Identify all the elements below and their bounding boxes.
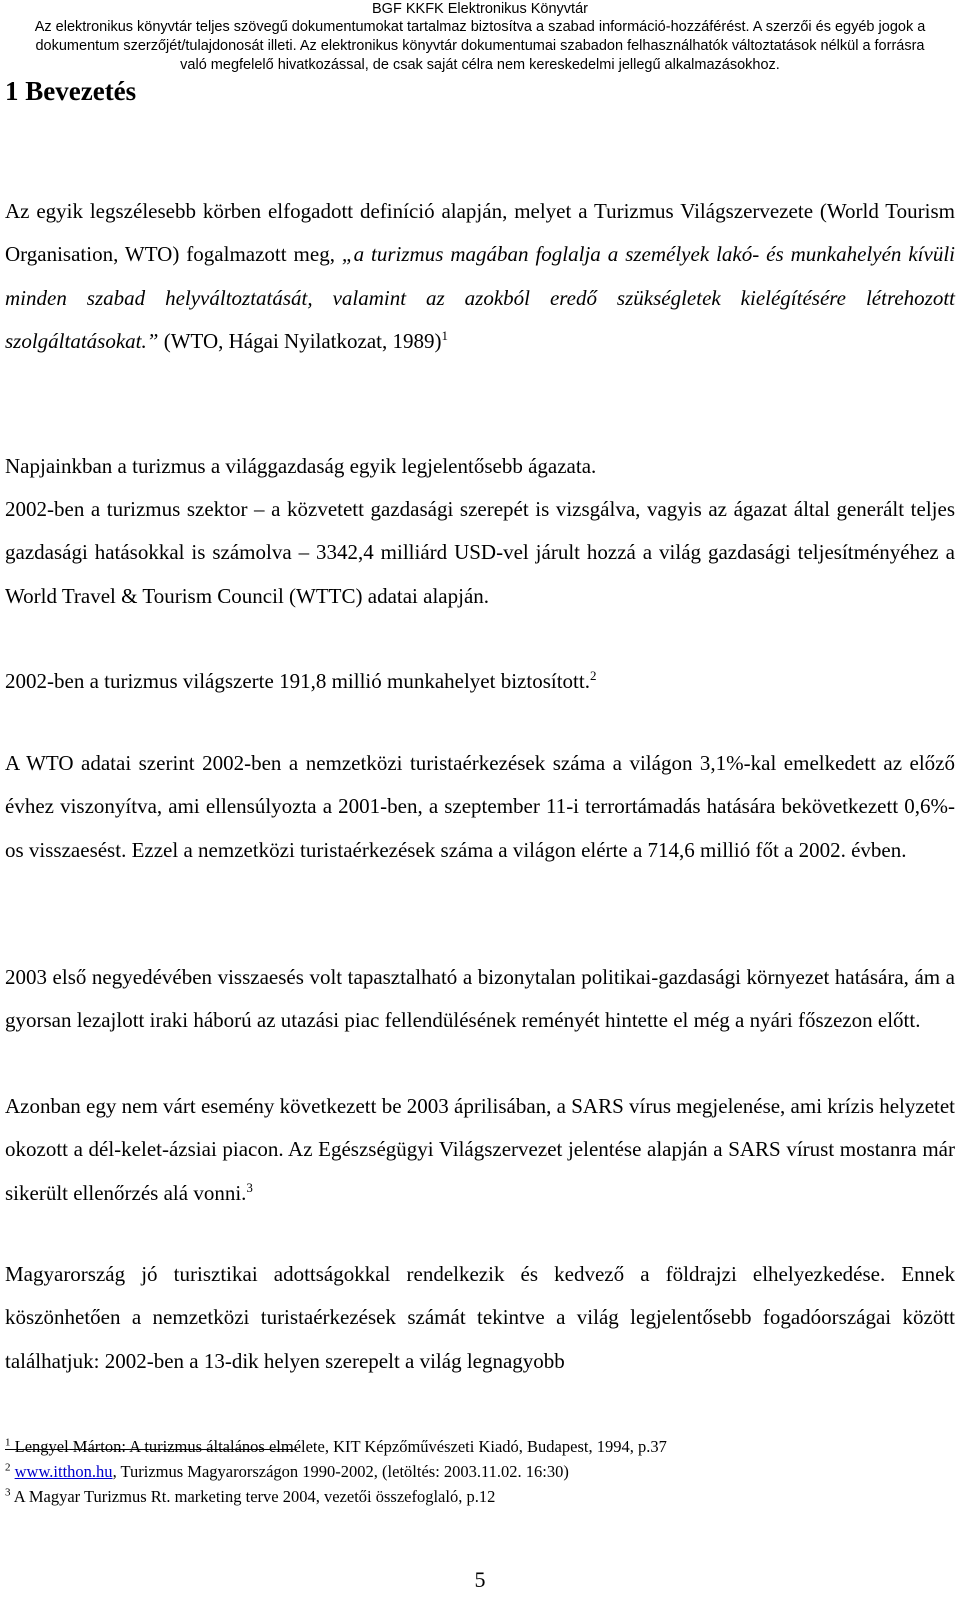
jobs-text: 2002-ben a turizmus világszerte 191,8 millió munkahelyet biztosított.	[5, 669, 590, 693]
library-notice-line-1: Az elektronikus könyvtár teljes szövegű dokumentumokat tartalmaz biztosítva a szabad információ-hozzáférést. A szerzői és egyéb jogok a	[34, 19, 926, 35]
page-number: 5	[474, 1567, 486, 1592]
paragraph-jobs	[5, 660, 955, 703]
library-notice-line-2: dokumentum szerzőjét/tulajdonosát illeti. Az elektronikus könyvtár dokumentumai szabadon felhasználhatók változtatások nélkül a forrásra	[35, 38, 925, 54]
paragraph-2003-q1: 2003 első negyedévében visszaesés volt tapasztalható a bizonytalan politikai-gazdasági környezet hatására, ám a gyorsan lezajlott iraki háború az utazási piac fellendülésének reményét hintette el még a nyári főszezon előtt.	[5, 965, 955, 1033]
paragraph-sector: Napjainkban a turizmus a világgazdaság egyik legjelentősebb ágazata.	[5, 454, 597, 478]
chapter-title: 1 Bevezetés	[5, 76, 137, 106]
paragraph-definition	[5, 190, 955, 363]
footnote-3-number: 3	[5, 1486, 11, 1499]
footnote-2	[5, 1462, 569, 1482]
paragraph-hungary: Magyarország jó turisztikai adottságokkal rendelkezik és kedvező a földrajzi elhelyezkedése. Ennek köszönhetően a nemzetközi turistaérkezések számát tekintve a világ legjelentősebb fogadóországai között találhatjuk: 2002-ben a 13-dik helyen szerepelt a világ legnagyobb	[5, 1262, 955, 1373]
footnote-1-number: 1	[5, 1436, 11, 1449]
definition-lead: Az egyik legszélesebb körben elfogadott definíció alapján, melyet a Turizmus Világszervezete (World Tourism Organisation, WTO) fogalmazott meg,	[5, 199, 955, 267]
footnote-3	[5, 1487, 495, 1507]
footnote-3-text: A Magyar Turizmus Rt. marketing terve 2004, vezetői összefoglaló, p.12	[10, 1487, 496, 1506]
paragraph-arrivals: A WTO adatai szerint 2002-ben a nemzetközi turistaérkezések száma a világon 3,1%-kal emelkedett az előző évhez viszonyítva, ami ellensúlyozta a 2001-ben, a szeptember 11-i terrortámadás hatására bekövetkezett 0,6%-os visszaesést. Ezzel a nemzetközi turistaérkezések száma a világon elérte a 714,6 millió főt a 2002. évben.	[5, 751, 955, 862]
footnote-ref-3[interactable]: 3	[246, 1179, 253, 1195]
definition-quote: „a turizmus magában foglalja a személyek lakó- és munkahelyén kívüli minden szabad helyváltoztatását, valamint az azokból eredő szükségletek kielégítésére létrehozott szolgáltatásokat.”	[5, 242, 956, 353]
definition-source: (WTO, Hágai Nyilatkozat, 1989)	[158, 328, 442, 353]
footnote-2-number: 2	[5, 1461, 11, 1474]
footnote-ref-1[interactable]: 1	[441, 327, 448, 343]
footnote-1-text: Lengyel Márton: A turizmus általános elmélete, KIT Képzőművészeti Kiadó, Budapest, 1994, p.37	[10, 1437, 667, 1456]
footnote-1	[5, 1437, 667, 1457]
paragraph-wttc: 2002-ben a turizmus szektor – a közvetett gazdasági szerepét is vizsgálva, vagyis az ágazat által generált teljes gazdasági hatásokkal is számolva – 3342,4 milliárd USD-vel járult hozzá a világ gazdasági teljesítményéhez a World Travel & Tourism Council (WTTC) adatai alapján.	[5, 497, 955, 608]
library-notice-line-3: való megfelelő hivatkozással, de csak saját célra nem kereskedelmi jellegű alkalmazásokhoz.	[180, 57, 780, 73]
library-header-title: BGF KKFK Elektronikus Könyvtár	[372, 1, 588, 17]
footnote-2-link[interactable]: www.itthon.hu	[14, 1462, 113, 1481]
footnote-ref-2[interactable]: 2	[589, 668, 597, 683]
sars-text: Azonban egy nem várt esemény következett be 2003 áprilisában, a SARS vírus megjelenése, ami krízis helyzetet okozott a dél-kelet-ázsiai piacon. Az Egészségügyi Világszervezet jelentése alapján a SARS vírust mostanra már sikerült ellenőrzés alá vonni.	[5, 1094, 955, 1205]
paragraph-sars	[5, 1085, 955, 1215]
footnote-2-text: , Turizmus Magyarországon 1990-2002, (letöltés: 2003.11.02. 16:30)	[112, 1462, 569, 1481]
